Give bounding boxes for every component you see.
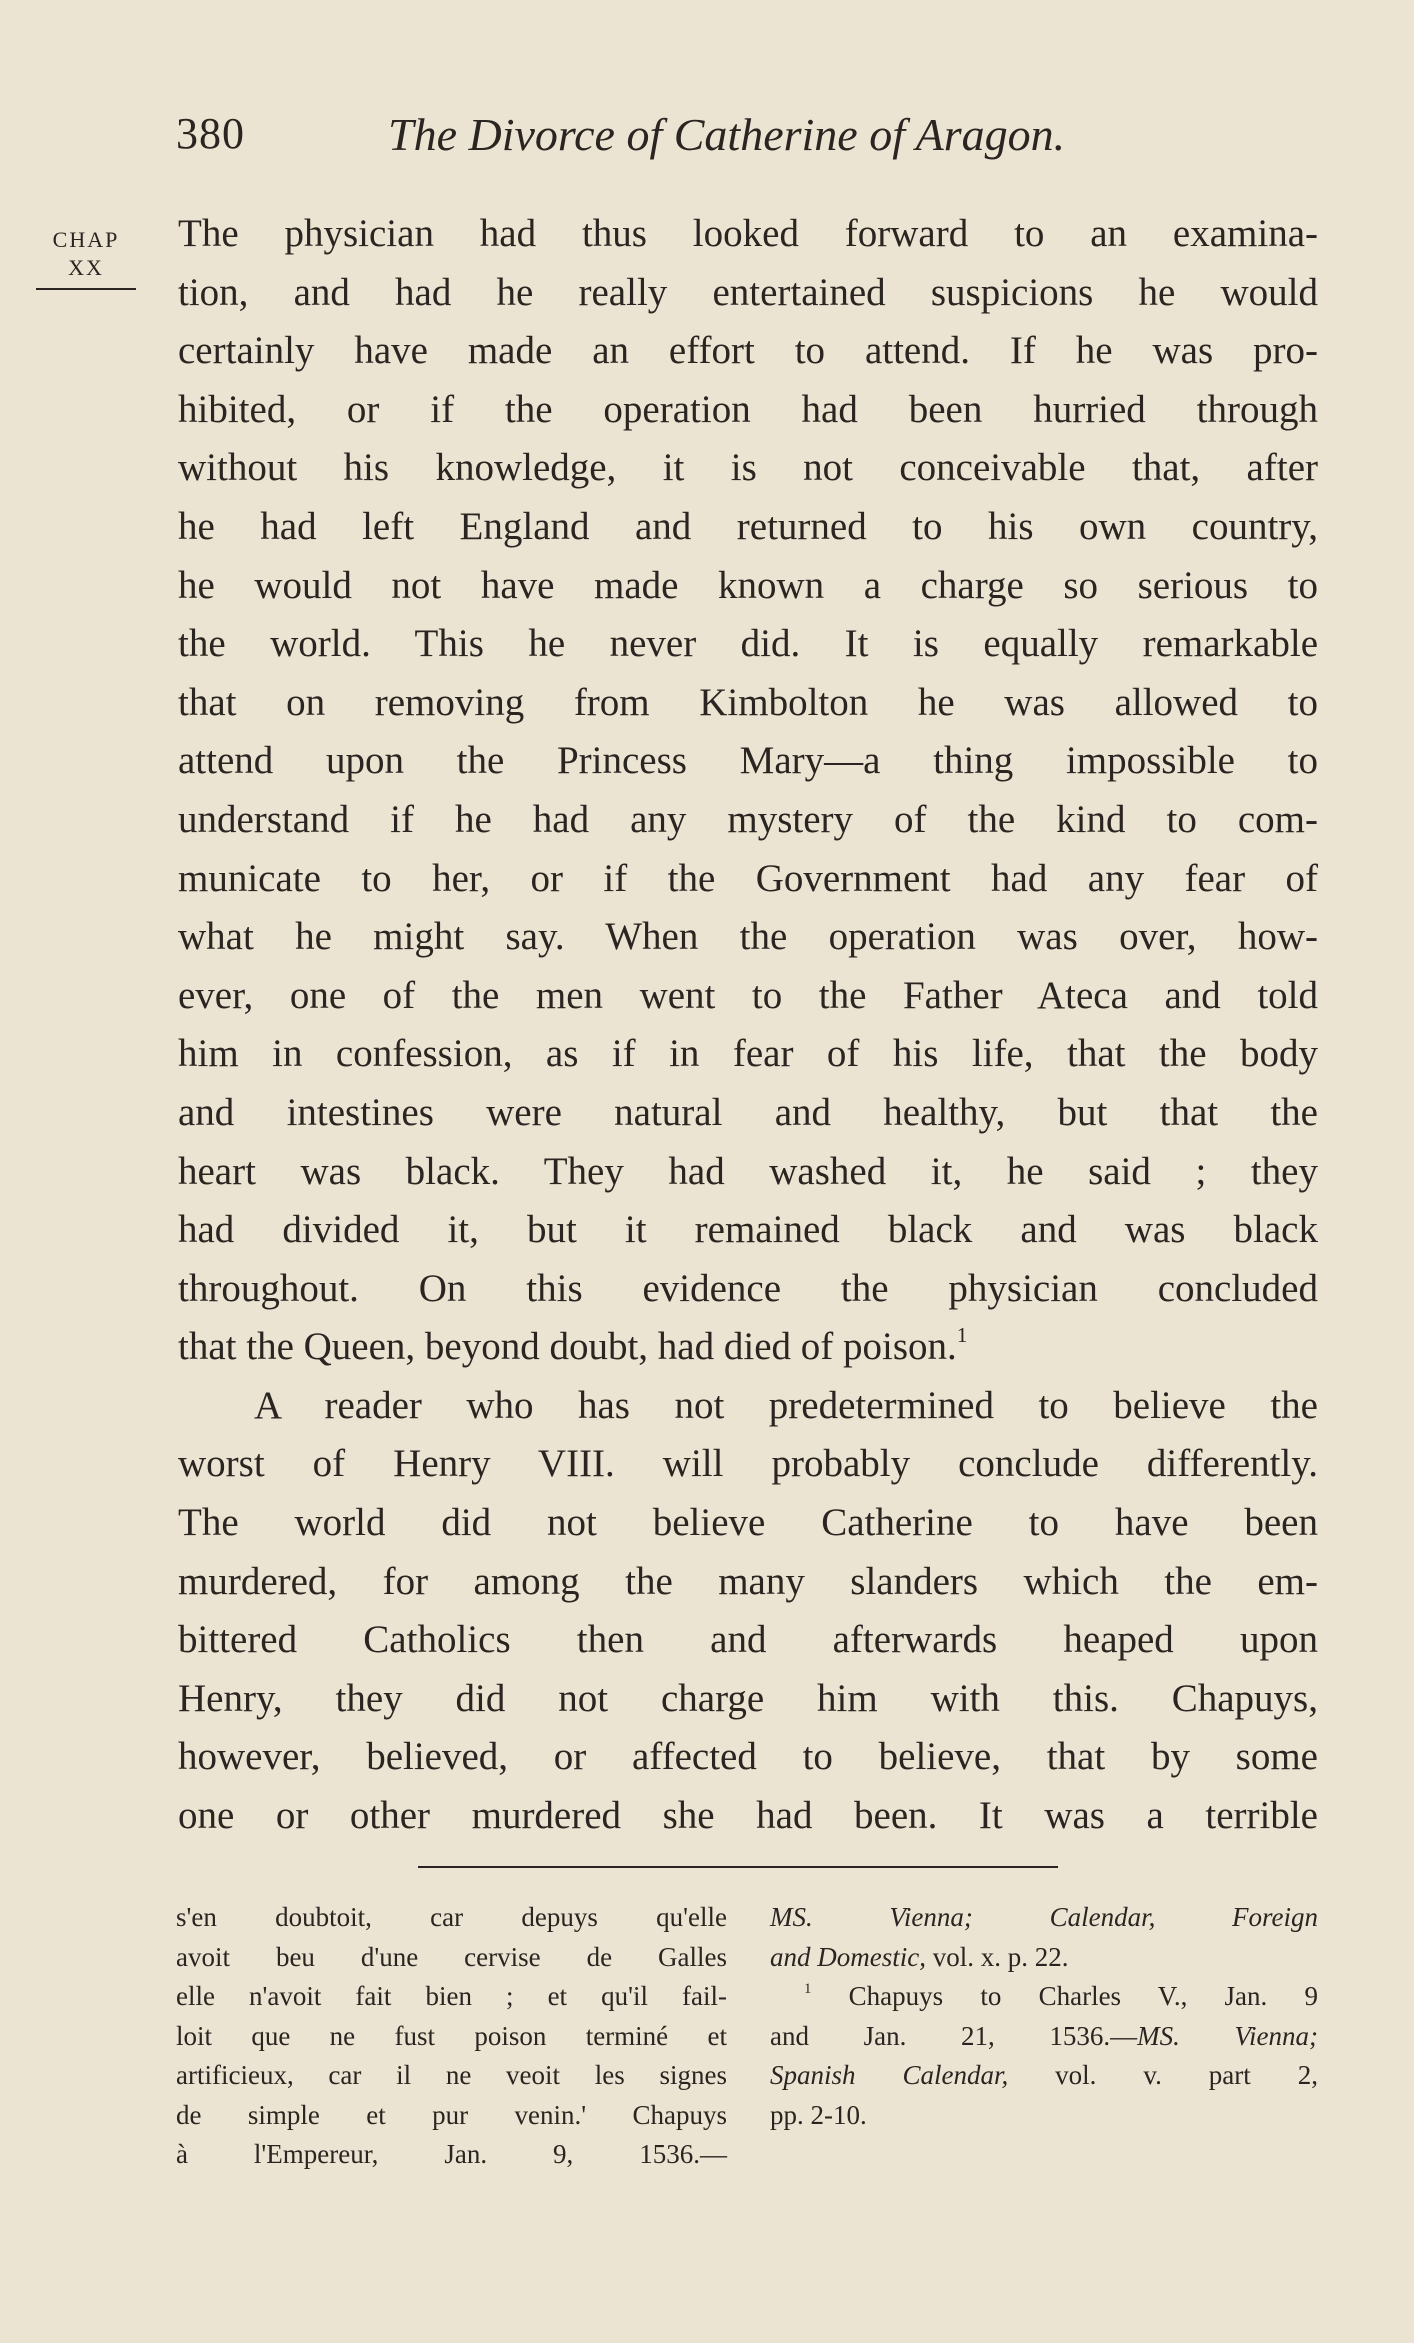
- text-line: bittered Catholics then and afterwards heaped upon: [178, 1618, 1318, 1662]
- footnote-line: MS. Vienna; Calendar, Foreign: [770, 1902, 1318, 1932]
- text-line: Henry, they did not charge him with this. Chapuys,: [178, 1676, 1318, 1720]
- footnote-line: à l'Empereur, Jan. 9, 1536.—: [176, 2139, 727, 2169]
- text-line-paragraph-end: [178, 1318, 1318, 1377]
- text-line: tion, and had he really entertained suspicions he would: [178, 270, 1318, 314]
- footnote-line: de simple et pur venin.' Chapuys: [176, 2099, 727, 2130]
- footnote-line: avoit beu d'une cervise de Galles: [176, 1941, 727, 1972]
- text-line: he would not have made known a charge so serious to: [178, 563, 1318, 607]
- text-line: that on removing from Kimbolton he was allowed to: [178, 680, 1318, 724]
- text-line: one or other murdered she had been. It was a terrible: [178, 1794, 1318, 1838]
- footnote-italic: and Domestic,: [770, 1941, 926, 1972]
- footnote-text: and Jan. 21, 1536.—: [770, 2020, 1138, 2051]
- chapter-number: XX: [68, 255, 104, 280]
- page-header: [0, 108, 1414, 168]
- page-number: 380: [176, 109, 245, 158]
- footnote-column-right: [770, 1898, 1318, 2135]
- footnote-divider: [418, 1866, 1058, 1868]
- footnote-line: loit que ne fust poison terminé et: [176, 2020, 727, 2051]
- text-line: had divided it, but it remained black and was black: [178, 1208, 1318, 1252]
- footnote-line: [770, 1938, 1318, 1978]
- text-line: and intestines were natural and healthy, but that the: [178, 1090, 1318, 1134]
- footnote-column-left: [176, 1898, 727, 2175]
- text-line: understand if he had any mystery of the kind to com-: [178, 797, 1318, 841]
- chap-label: CHAP: [52, 227, 120, 252]
- text-line: however, believed, or affected to believe, that by some: [178, 1735, 1318, 1779]
- footnote-line: artificieux, car il ne veoit les signes: [176, 2060, 727, 2090]
- footnote-text: vol. v. part 2,: [1008, 2060, 1318, 2090]
- text-line: that the Queen, beyond doubt, had died of poison.: [178, 1325, 957, 1369]
- running-title: The Divorce of Catherine of Aragon.: [388, 109, 1066, 160]
- text-line: hibited, or if the operation had been hurried through: [178, 387, 1318, 431]
- footnote-marker: 1: [804, 1981, 812, 1998]
- footnote-line: s'en doubtoit, car depuys qu'elle: [176, 1902, 727, 1932]
- footnote-line: elle n'avoit fait bien ; et qu'il fail-: [176, 1981, 727, 2011]
- footnote-italic: MS. Vienna;: [1137, 2020, 1318, 2051]
- text-line: the world. This he never did. It is equally remarkable: [178, 622, 1318, 666]
- text-line: The physician had thus looked forward to an examina-: [178, 212, 1318, 255]
- chapter-margin-note: [36, 226, 136, 290]
- footnote-text: Chapuys to Charles V., Jan. 9: [811, 1981, 1318, 2011]
- footnote-italic: Spanish Calendar,: [770, 2060, 1009, 2090]
- text-line: what he might say. When the operation was over, how-: [178, 915, 1318, 959]
- text-line: murdered, for among the many slanders which the em-: [178, 1559, 1318, 1603]
- text-line: The world did not believe Catherine to have been: [178, 1501, 1318, 1545]
- text-line: certainly have made an effort to attend. If he was pro-: [178, 329, 1318, 373]
- text-line: ever, one of the men went to the Father Ateca and told: [178, 973, 1318, 1017]
- text-line: heart was black. They had washed it, he said ; they: [178, 1149, 1318, 1193]
- text-line: him in confession, as if in fear of his life, that the body: [178, 1032, 1318, 1076]
- footnote-line: [770, 2056, 1318, 2096]
- text-line: worst of Henry VIII. will probably conclude differently.: [178, 1442, 1318, 1486]
- footnote-line: [770, 2017, 1318, 2057]
- main-text: [178, 205, 1318, 1846]
- footnote-line: [770, 1977, 1318, 2017]
- footnote-ref: 1: [956, 1323, 968, 1348]
- paragraph-start-line: A reader who has not predetermined to believe the: [254, 1383, 1318, 1427]
- text-line: without his knowledge, it is not conceivable that, after: [178, 446, 1318, 490]
- text-line: attend upon the Princess Mary—a thing impossible to: [178, 739, 1318, 783]
- margin-rule: [36, 288, 136, 290]
- footnote-line: pp. 2-10.: [770, 2099, 867, 2130]
- text-line: he had left England and returned to his own country,: [178, 504, 1318, 548]
- text-line: throughout. On this evidence the physician concluded: [178, 1266, 1318, 1310]
- footnote-text: vol. x. p. 22.: [925, 1941, 1069, 1972]
- text-line: municate to her, or if the Government had any fear of: [178, 856, 1318, 900]
